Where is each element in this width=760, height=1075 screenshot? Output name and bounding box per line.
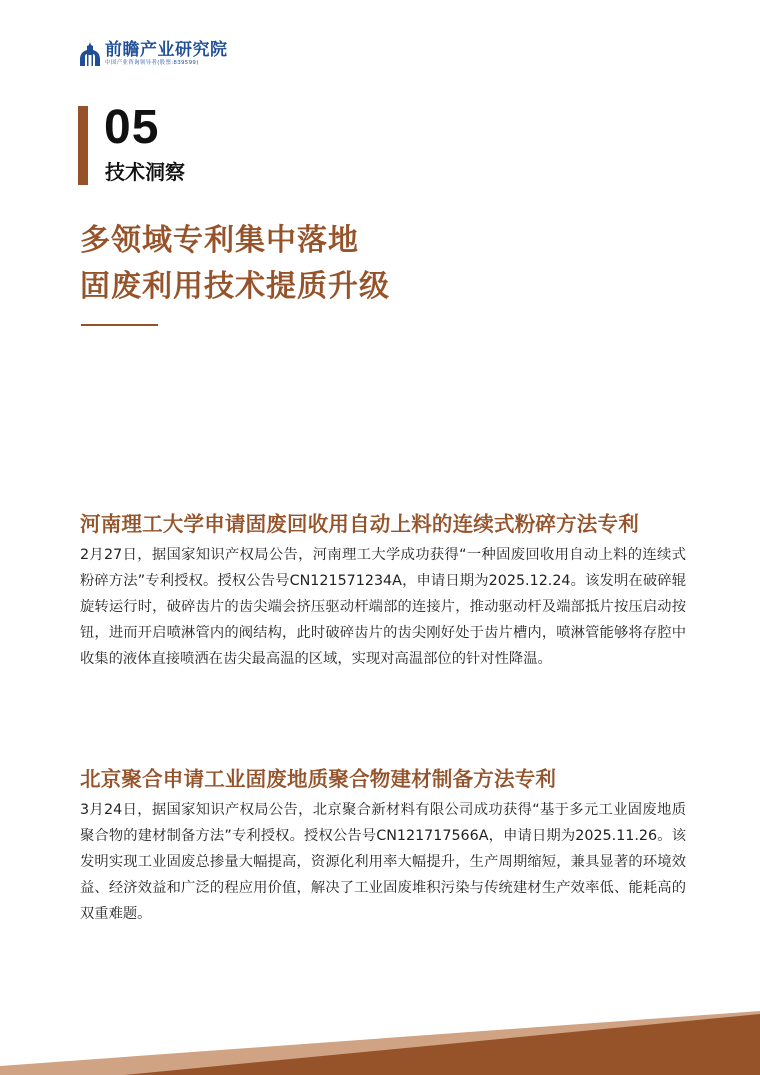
- section-number: 05: [104, 101, 160, 154]
- article-henan-patent: [80, 511, 686, 672]
- headline-divider: [81, 324, 158, 326]
- headline-line-2: 固废利用技术提质升级: [80, 269, 390, 304]
- section-accent-bar: [78, 106, 88, 185]
- section-label: 技术洞察: [105, 160, 185, 184]
- article-title: 北京聚合申请工业固废地质聚合物建材制备方法专利: [80, 767, 557, 791]
- article-body: 2月27日，据国家知识产权局公告，河南理工大学成功获得“一种固废回收用自动上料的连续式粉碎方法”专利授权。授权公告号CN121571234A，申请日期为2025.12.24。该发明在破碎辊旋转运行时，破碎齿片的齿尖端会挤压驱动杆端部的连接片，推动驱动杆及端部抵片按压启动按钮，进而开启喷淋管内的阀结构，此时破碎齿片的齿尖刚好处于齿片槽内，喷淋管能够将存腔中收集的液体直接喷洒在齿尖最高温的区域，实现对高温部位的针对性降温。: [80, 547, 686, 667]
- logo-text-block: [105, 39, 228, 67]
- article-title: 河南理工大学申请固废回收用自动上料的连续式粉碎方法专利: [80, 512, 639, 536]
- article-beijing-patent: [80, 766, 686, 927]
- footer-decorative-band: [0, 990, 760, 1075]
- logo-subtitle: 中国产业咨询领导者(股票:839599): [105, 59, 199, 66]
- logo-name: 前瞻产业研究院: [105, 39, 228, 60]
- headline-line-1: 多领域专利集中落地: [80, 223, 359, 258]
- brand-logo: [78, 41, 228, 67]
- tower-logo-icon: [78, 41, 102, 67]
- page-headline: [80, 218, 680, 310]
- article-body: 3月24日，据国家知识产权局公告，北京聚合新材料有限公司成功获得“基于多元工业固废地质聚合物的建材制备方法”专利授权。授权公告号CN121717566A，申请日期为2025.11.26。该发明实现工业固废总掺量大幅提高，资源化利用率大幅提升，生产周期缩短，兼具显著的环境效益、经济效益和广泛的程应用价值，解决了工业固废堆积污染与传统建材生产效率低、能耗高的双重难题。: [80, 802, 686, 922]
